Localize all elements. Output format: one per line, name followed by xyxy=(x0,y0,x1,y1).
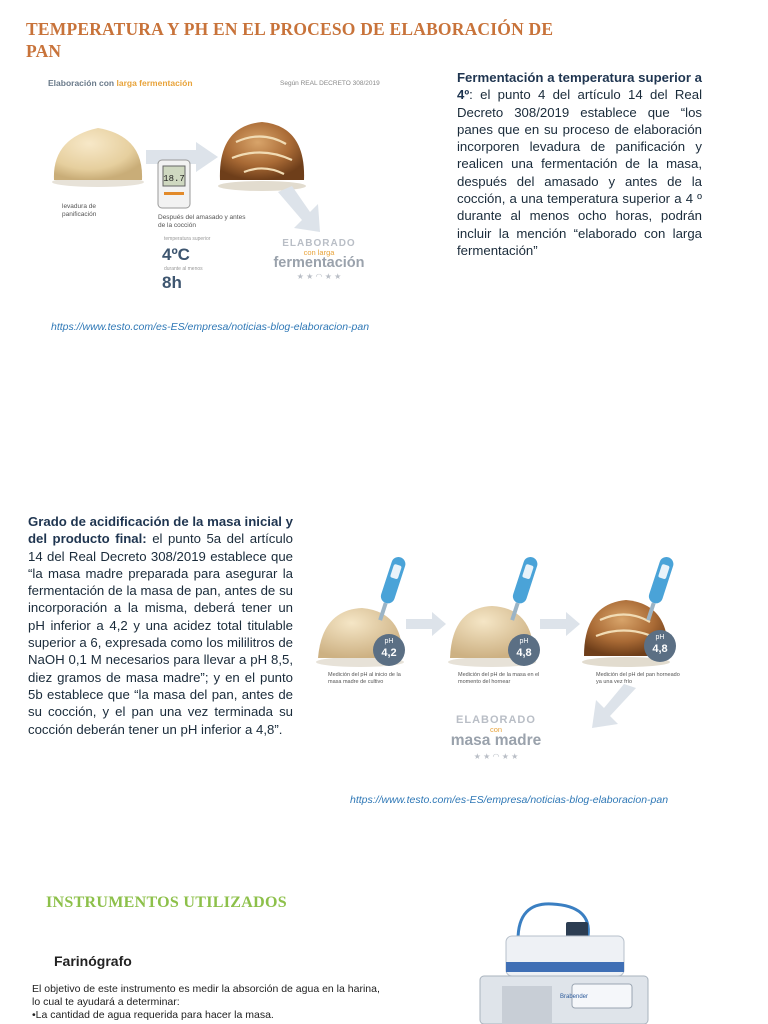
stamp-decoration: ★ ★ ◠ ★ ★ xyxy=(296,272,342,281)
ph-badge-starter: pH 4,2 xyxy=(373,634,405,666)
source-link-2[interactable]: https://www.testo.com/es-ES/empresa/noticias-blog-elaboracion-pan xyxy=(350,794,669,806)
long-fermentation-stamp: ELABORADO con larga fermentación ★ ★ ◠ ★ ★ xyxy=(244,238,394,281)
ph-badge-bread: pH 4,8 xyxy=(644,630,676,662)
farinograph-image xyxy=(462,900,662,1024)
source-link-1[interactable]: https://www.testo.com/es-ES/empresa/noticias-blog-elaboracion-pan xyxy=(51,321,370,333)
bread-loaf-image xyxy=(214,116,310,192)
temp-small-label: temperatura superior xyxy=(164,236,211,242)
fermentation-paragraph: Fermentación a temperatura superior a 4º: el punto 4 del artículo 14 del Real Decreto 308/2019 establece que “los panes que en su proceso de elaboración incorporen levadura de panificación y realicen una fermentación de la masa, después del amasado y antes de la cocción, a una temperatura superior a 4 º durante al menos ocho horas, podrán incluir la mención “elaborado con larga fermentación” xyxy=(457,70,702,258)
caption-dough: Medición del pH de la masa en el momento del hornear xyxy=(458,672,540,685)
acidification-paragraph: Grado de acidificación de la masa inicial y del producto final: el punto 5a del artículo 14 del Real Decreto 308/2019 establece que “la masa madre preparada para asegurar la fermentación de la masa de pan, antes de su incorporación a la misma, deberá tener un pH inferior a 4,2 y una acidez total titulable superior a 6, expresada como los mililitros de NaOH 0,1 M necesarios para llevar a pH 8,5, diez gramos de masa madre”; y en el punto 5b establece que “la masa del pan, antes de su cocción, y el pan una vez terminada su cocción deberán tener un pH inferior a 4,8”. xyxy=(28,514,293,737)
temperature-value: 4ºC xyxy=(162,245,190,264)
caption-bread: Medición del pH del pan horneado ya una vez frío xyxy=(596,672,680,685)
long-fermentation-figure xyxy=(44,70,396,298)
sourdough-stamp: ELABORADO con masa madre ★ ★ ◠ ★ ★ xyxy=(416,714,576,761)
caption-starter: Medición del pH al inicio de la masa madre de cultivo xyxy=(328,672,401,685)
arrow-icon xyxy=(406,612,448,636)
stamp-decoration: ★ ★ ◠ ★ ★ xyxy=(473,752,519,761)
yeast-label: levadura de panificación xyxy=(62,203,97,218)
after-kneading-label: Después del amasado y antes de la cocción xyxy=(158,214,246,229)
ph-meter-icon xyxy=(506,554,540,626)
thermometer-icon xyxy=(156,158,192,210)
section-title: INSTRUMENTOS UTILIZADOS xyxy=(46,894,287,911)
time-small-label: durante al menos xyxy=(164,266,203,272)
thermo-reading: 18.7 xyxy=(163,174,185,184)
ph-badge-dough: pH 4,8 xyxy=(508,634,540,666)
ph-meter-icon xyxy=(642,554,676,626)
arrow-down-icon xyxy=(274,186,324,236)
brand-label: Brabender xyxy=(560,994,589,1000)
decree-label: Según REAL DECRETO 308/2019 xyxy=(280,80,380,87)
arrow-icon xyxy=(540,612,582,636)
dough-ball-image xyxy=(48,118,148,188)
sourdough-figure xyxy=(310,550,698,772)
arrow-down-icon xyxy=(590,684,640,730)
page-title: TEMPERATURA Y PH EN EL PROCESO DE ELABORACIÓN DE PAN xyxy=(26,19,554,61)
hours-value: 8h xyxy=(162,273,182,292)
instrument-description: El objetivo de este instrumento es medir la absorción de agua en la harina, lo cual te ayudará a determinar: •La cantidad de agua requerida para hacer la masa. xyxy=(32,983,380,1021)
figure-heading: Elaboración con larga fermentación xyxy=(48,78,193,88)
ph-meter-icon xyxy=(374,554,408,626)
instrument-name: Farinógrafo xyxy=(54,953,132,969)
